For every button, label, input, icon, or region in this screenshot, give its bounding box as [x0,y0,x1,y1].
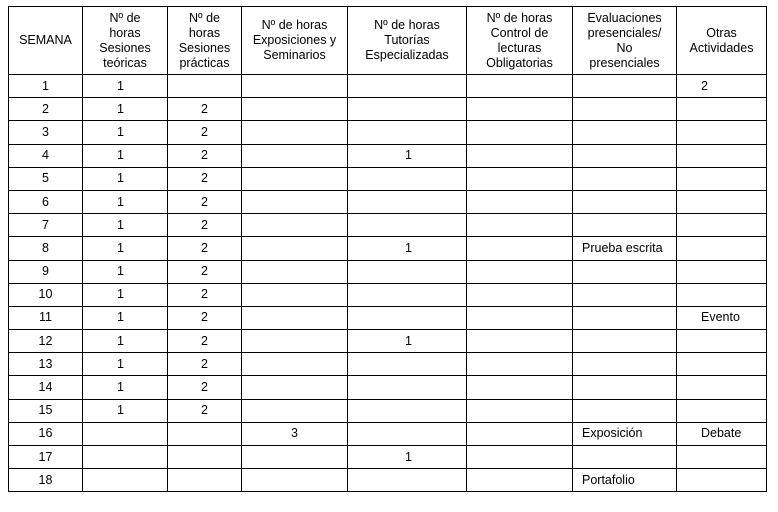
header-line: teóricas [103,55,147,70]
col-tutorias-cell [348,353,467,376]
col-sesiones-teoricas-cell: 1 [83,190,168,213]
col-sesiones-practicas-cell: 2 [168,283,242,306]
col-semana-cell: 5 [9,167,83,190]
col-sesiones-practicas-cell: 2 [168,214,242,237]
header-line: Control de [490,25,549,40]
col-exposiciones-seminarios-cell [242,353,348,376]
col-tutorias-cell [348,190,467,213]
col-sesiones-practicas-cell: 2 [168,144,242,167]
table-row [9,144,767,167]
col-control-lecturas-cell [467,353,573,376]
col-exposiciones-seminarios-cell [242,469,348,492]
col-semana-cell: 13 [9,353,83,376]
col-otras-actividades-cell [677,190,767,213]
col-exposiciones-seminarios-cell: 3 [242,422,348,445]
table-row [9,190,767,213]
header-line: lecturas [497,40,542,55]
col-otras-actividades-cell [677,121,767,144]
schedule-table [8,6,767,492]
header-line: Nº de horas [486,10,553,25]
table-row [9,283,767,306]
col-exposiciones-seminarios-cell [242,98,348,121]
table-row [9,98,767,121]
col-tutorias-cell [348,98,467,121]
header-line: Evaluaciones [587,10,662,25]
col-tutorias-cell [348,376,467,399]
table-row [9,167,767,190]
col-sesiones-practicas-cell: 2 [168,121,242,144]
col-control-lecturas-cell [467,260,573,283]
col-evaluaciones-cell [573,376,677,399]
col-exposiciones-seminarios-cell [242,330,348,353]
col-tutorias-cell [348,469,467,492]
col-otras-actividades-cell: Evento [677,306,767,329]
col-otras-actividades-cell [677,260,767,283]
header-line: Exposiciones y [252,33,337,47]
table-row [9,399,767,422]
col-control-lecturas-cell [467,144,573,167]
col-evaluaciones-cell [573,446,677,469]
col-sesiones-practicas-cell: 2 [168,376,242,399]
header-line: Actividades [689,40,754,55]
col-otras-actividades-header [677,7,767,75]
col-otras-actividades-cell [677,446,767,469]
header-line: Otras [706,25,737,40]
col-control-lecturas-cell [467,98,573,121]
col-otras-actividades-cell: Debate [677,422,767,445]
col-evaluaciones-cell [573,144,677,167]
col-evaluaciones-cell [573,167,677,190]
col-evaluaciones-cell [573,283,677,306]
col-semana-cell: 6 [9,190,83,213]
col-semana-cell: 2 [9,98,83,121]
col-sesiones-teoricas-cell: 1 [83,399,168,422]
col-sesiones-practicas-cell [168,422,242,445]
col-otras-actividades-cell [677,399,767,422]
col-semana-cell: 17 [9,446,83,469]
col-evaluaciones-cell [573,121,677,144]
table-row [9,446,767,469]
col-tutorias-cell: 1 [348,237,467,260]
header-line: Nº de [189,10,220,25]
col-sesiones-practicas-cell: 2 [168,98,242,121]
col-control-lecturas-cell [467,330,573,353]
col-semana-cell: 18 [9,469,83,492]
col-sesiones-practicas-header [168,7,242,75]
header-line: Obligatorias [486,55,553,70]
col-sesiones-teoricas-cell: 1 [83,376,168,399]
col-exposiciones-seminarios-cell [242,75,348,98]
col-exposiciones-seminarios-cell [242,399,348,422]
col-exposiciones-seminarios-cell [242,190,348,213]
col-sesiones-teoricas-cell: 1 [83,98,168,121]
col-semana-cell: 1 [9,75,83,98]
col-semana-cell: 10 [9,283,83,306]
header-line: Nº de [109,10,141,25]
col-otras-actividades-cell [677,98,767,121]
table-row [9,75,767,98]
col-sesiones-practicas-cell: 2 [168,190,242,213]
col-otras-actividades-cell [677,214,767,237]
table-row [9,376,767,399]
col-otras-actividades-cell [677,144,767,167]
header-line: Sesiones [99,40,151,55]
col-sesiones-teoricas-cell: 1 [83,121,168,144]
table-row [9,214,767,237]
col-tutorias-cell [348,75,467,98]
col-sesiones-teoricas-cell [83,422,168,445]
header-line: No [616,40,633,55]
col-semana-cell: 9 [9,260,83,283]
col-control-lecturas-cell [467,446,573,469]
col-semana-cell: 12 [9,330,83,353]
header-line: presenciales/ [587,25,662,40]
col-sesiones-practicas-cell: 2 [168,167,242,190]
col-exposiciones-seminarios-cell [242,376,348,399]
table-row [9,353,767,376]
col-tutorias-cell [348,399,467,422]
col-exposiciones-seminarios-cell [242,260,348,283]
col-evaluaciones-header [573,7,677,75]
col-semana-header [9,7,83,75]
col-exposiciones-seminarios-cell [242,283,348,306]
table-row [9,306,767,329]
header-line: Nº de horas [261,18,328,32]
col-sesiones-practicas-cell: 2 [168,330,242,353]
header-line: presenciales [589,55,660,70]
col-tutorias-cell: 1 [348,330,467,353]
col-sesiones-teoricas-cell: 1 [83,306,168,329]
col-control-lecturas-cell [467,237,573,260]
col-evaluaciones-cell [573,98,677,121]
col-evaluaciones-cell [573,75,677,98]
col-control-lecturas-cell [467,75,573,98]
col-sesiones-practicas-cell [168,469,242,492]
col-semana-cell: 15 [9,399,83,422]
col-sesiones-practicas-cell: 2 [168,399,242,422]
col-exposiciones-seminarios-cell [242,167,348,190]
header-line: Nº de horas [374,18,440,32]
col-exposiciones-seminarios-header [242,7,348,75]
col-tutorias-cell [348,306,467,329]
col-sesiones-teoricas-cell: 1 [83,237,168,260]
col-control-lecturas-header [467,7,573,75]
header-line: horas [188,25,221,40]
col-sesiones-practicas-cell: 2 [168,306,242,329]
col-tutorias-cell [348,422,467,445]
col-tutorias-cell [348,214,467,237]
col-sesiones-practicas-cell: 2 [168,237,242,260]
table-row [9,237,767,260]
col-exposiciones-seminarios-cell [242,446,348,469]
col-sesiones-teoricas-cell: 1 [83,283,168,306]
col-sesiones-practicas-cell [168,446,242,469]
col-otras-actividades-cell [677,330,767,353]
col-sesiones-teoricas-cell: 1 [83,260,168,283]
col-evaluaciones-cell [573,190,677,213]
col-sesiones-teoricas-header [83,7,168,75]
col-control-lecturas-cell [467,399,573,422]
col-sesiones-teoricas-cell [83,469,168,492]
col-semana-cell: 4 [9,144,83,167]
col-control-lecturas-cell [467,167,573,190]
table-row [9,121,767,144]
col-evaluaciones-cell [573,399,677,422]
col-evaluaciones-cell: Prueba escrita [573,237,677,260]
col-exposiciones-seminarios-cell [242,306,348,329]
header-row [9,7,767,75]
col-exposiciones-seminarios-cell [242,144,348,167]
col-otras-actividades-cell: 2 [677,75,767,98]
col-semana-cell: 11 [9,306,83,329]
col-otras-actividades-cell [677,283,767,306]
col-otras-actividades-cell [677,469,767,492]
col-sesiones-practicas-cell [168,75,242,98]
col-otras-actividades-cell [677,167,767,190]
table-body [9,75,767,492]
col-sesiones-teoricas-cell [83,446,168,469]
col-sesiones-practicas-cell: 2 [168,353,242,376]
col-sesiones-teoricas-cell: 1 [83,167,168,190]
col-control-lecturas-cell [467,469,573,492]
col-sesiones-teoricas-cell: 1 [83,214,168,237]
col-control-lecturas-cell [467,283,573,306]
col-semana-cell: 16 [9,422,83,445]
col-control-lecturas-cell [467,190,573,213]
col-tutorias-cell [348,283,467,306]
header-line: prácticas [179,55,230,70]
col-evaluaciones-cell [573,260,677,283]
col-tutorias-cell [348,260,467,283]
col-evaluaciones-cell [573,353,677,376]
col-exposiciones-seminarios-cell [242,121,348,144]
col-exposiciones-seminarios-cell [242,237,348,260]
col-control-lecturas-cell [467,214,573,237]
col-evaluaciones-cell: Portafolio [573,469,677,492]
col-tutorias-header [348,7,467,75]
col-evaluaciones-cell [573,306,677,329]
table-row [9,422,767,445]
col-otras-actividades-cell [677,376,767,399]
col-sesiones-teoricas-cell: 1 [83,75,168,98]
col-tutorias-cell [348,167,467,190]
header-line: horas [109,25,141,40]
col-sesiones-teoricas-cell: 1 [83,330,168,353]
col-control-lecturas-cell [467,376,573,399]
col-control-lecturas-cell [467,121,573,144]
col-control-lecturas-cell [467,422,573,445]
col-semana-cell: 3 [9,121,83,144]
col-tutorias-cell: 1 [348,446,467,469]
table-row [9,260,767,283]
col-tutorias-cell: 1 [348,144,467,167]
col-tutorias-cell [348,121,467,144]
table-row [9,469,767,492]
col-evaluaciones-cell [573,330,677,353]
col-otras-actividades-cell [677,237,767,260]
col-exposiciones-seminarios-cell [242,214,348,237]
col-evaluaciones-cell: Exposición [573,422,677,445]
header-line: Seminarios [263,48,326,62]
col-semana-cell: 8 [9,237,83,260]
col-semana-cell: 7 [9,214,83,237]
header-line: Sesiones [178,40,231,55]
table-row [9,330,767,353]
col-sesiones-practicas-cell: 2 [168,260,242,283]
header-line: Tutorías [384,33,430,47]
col-control-lecturas-cell [467,306,573,329]
col-sesiones-teoricas-cell: 1 [83,144,168,167]
col-otras-actividades-cell [677,353,767,376]
header-line: Especializadas [365,48,449,62]
col-sesiones-teoricas-cell: 1 [83,353,168,376]
header-line: SEMANA [19,33,72,47]
col-evaluaciones-cell [573,214,677,237]
col-semana-cell: 14 [9,376,83,399]
